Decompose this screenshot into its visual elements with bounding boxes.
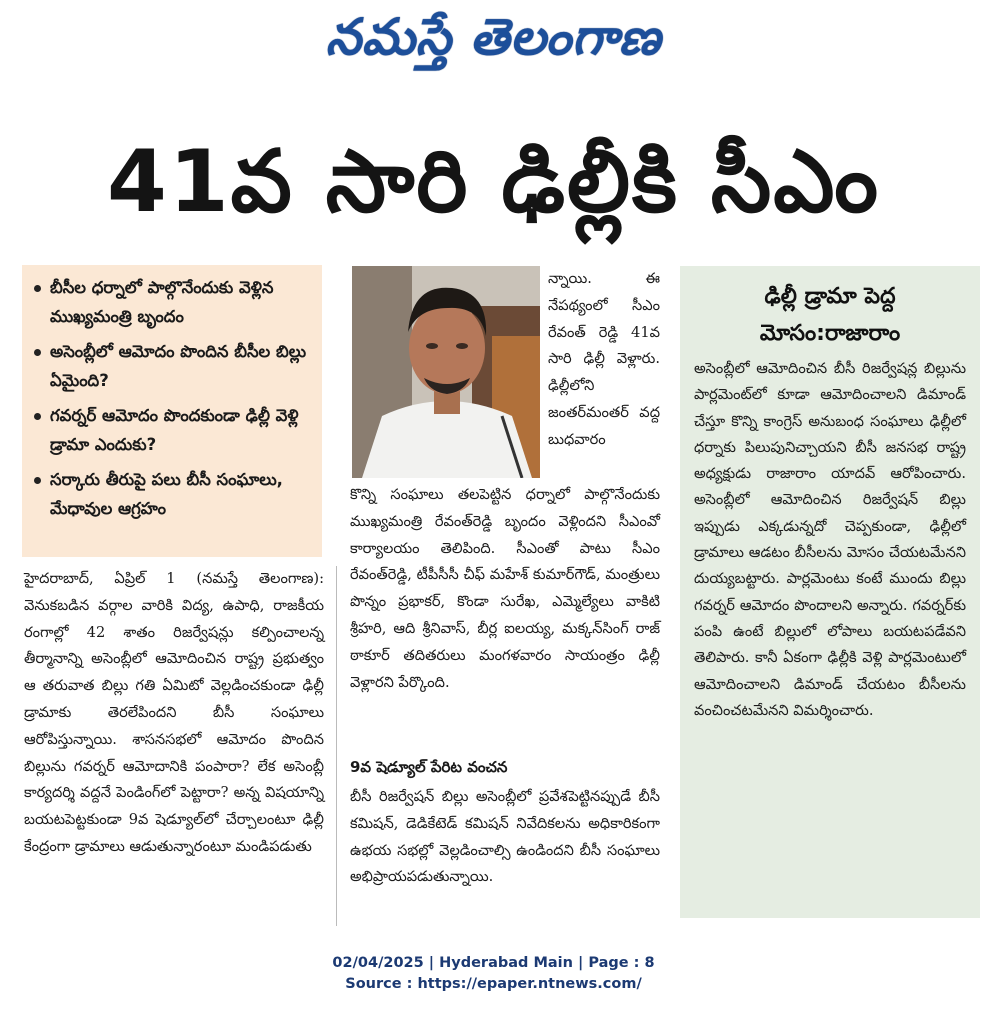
portrait-photo: [352, 266, 540, 478]
column-divider: [336, 566, 337, 926]
article-subheading: 9వ షెడ్యూల్ పేరిట వంచన: [350, 758, 508, 776]
highlight-item: గవర్నర్ ఆమోదం పొందకుండా ఢిల్లీ వెళ్లి డ్రామా ఎందుకు?: [32, 401, 314, 459]
article-column-2-bottom: కొన్ని సంఘాలు తలపెట్టిన ధర్నాలో పాల్గొనేందుకు ముఖ్యమంత్రి రేవంత్‌రెడ్డి బృందం వెళ్లిందని సీఎంవో కార్యాలయం తెలిపింది. సీఎంతో పాటు సీఎం రేవంత్‌రెడ్డి, టీపీసీసీ చీఫ్ మహేశ్ కుమార్‌గౌడ్, మంత్రులు పొన్నం ప్రభాకర్, కొండా సురేఖ, ఎమ్మెల్యేలు వాకిటి శ్రీహరి, ఆది శ్రీనివాస్, బీర్ల ఐలయ్య, మక్కన్‌సింగ్ రాజ్ ఠాకూర్ తదితరులు మంగళవారం సాయంత్రం ఢిల్లీ వెళ్లారని పేర్కొంది.: [350, 486, 660, 691]
sidebar-body: అసెంబ్లీలో ఆమోదించిన బీసీ రిజర్వేషన్ల బిల్లును పార్లమెంట్‌లో కూడా ఆమోదించాలని డిమాండ్ చేస్తూ కొన్ని కాంగ్రెస్ అనుబంధ సంఘాలు ఢిల్లీలో ధర్నాకు పిలుపునిచ్చాయని బీసీ జనసభ రాష్ట్ర అధ్యక్షుడు రాజారాం యాదవ్ ఆరోపించారు. అసెంబ్లీలో ఆమోదించిన రిజర్వేషన్ బిల్లు ఇప్పుడు ఎక్కడున్నదో చెప్పకుండా, ఢిల్లీలో డ్రామాలు ఆడటం బీసీలను మోసం చేయటమేనని దుయ్యబట్టారు. పార్లమెంటు కంటే ముందు బిల్లు గవర్నర్ ఆమోదం పొందాలని అన్నారు. గవర్నర్‌కు పంపి ఉంటే బిల్లులో లోపాలు బయటపడేవని తెలిపారు. కానీ ఏకంగా ఢిల్లీకి వెళ్లి పార్లమెంటులో ఆమోదించాలని డిమాండ్ చేయటం బీసీలను వంచించటమేనని విమర్శించారు.: [694, 360, 966, 719]
highlight-item: సర్కారు తీరుపై పలు బీసీ సంఘాలు, మేధావుల ఆగ్రహం: [32, 465, 314, 523]
footer-source-link[interactable]: Source : https://epaper.ntnews.com/: [345, 976, 642, 992]
footer-edition-info: 02/04/2025 | Hyderabad Main | Page : 8: [332, 955, 655, 971]
article-column-2-sub: బీసీ రిజర్వేషన్ బిల్లు అసెంబ్లీలో ప్రవేశపెట్టినప్పుడే బీసీ కమిషన్, డెడికేటెడ్ కమిషన్ నివేదికలను అధికారికంగా ఉభయ సభల్లో వెల్లడించాల్సి ఉండిందని బీసీ సంఘాలు అభిప్రాయపడుతున్నాయి.: [350, 788, 660, 886]
highlight-item: అసెంబ్లీలో ఆమోదం పొందిన బీసీల బిల్లు ఏమైంది?: [32, 337, 314, 395]
page-headline: 41వ సారి ఢిల్లీకి సీఎం: [107, 132, 880, 232]
article-column-1: హైదరాబాద్, ఏప్రిల్ 1 (నమస్తే తెలంగాణ): వెనుకబడిన వర్గాల వారికి విద్య, ఉపాధి, రాజకీయ రంగాల్లో 42 శాతం రిజర్వేషన్లు కల్పించాలన్న తీర్మానాన్ని అసెంబ్లీలో ఆమోదించిన రాష్ట్ర ప్రభుత్వం ఆ తరువాత బిల్లు గతి ఏమిటో వెల్లడించకుండా ఢిల్లీ డ్రామాకు తెరలేపిందని బీసీ సంఘాలు ఆరోపిస్తున్నాయి. శాసనసభలో ఆమోదం పొందిన బిల్లును గవర్నర్ ఆమోదానికి పంపారా? లేక అసెంబ్లీ కార్యదర్శి వద్దనే పెండింగ్‌లో పెట్టారా? అన్న విషయాన్ని బయటపెట్టకుండా 9వ షెడ్యూల్‌లో చేర్చాలంటూ ఢిల్లీ కేంద్రంగా డ్రామాలు ఆడుతున్నారంటూ మండిపడుతు: [24, 570, 324, 855]
sidebar-title: ఢిల్లీ డ్రామా పెద్ద మోసం:రాజారాం: [759, 284, 901, 346]
highlight-item: బీసీల ధర్నాలో పాల్గొనేందుకు వెళ్లిన ముఖ్యమంత్రి బృందం: [32, 273, 314, 331]
highlights-box: [22, 265, 322, 557]
article-column-2-top: న్నాయి. ఈ నేపథ్యంలో సీఎం రేవంత్ రెడ్డి 41వ సారి ఢిల్లీ వెళ్లారు. ఢిల్లీలోని జంతర్‌మంతర్ వద్ద బుధవారం: [548, 270, 660, 448]
portrait-image: [352, 266, 540, 478]
sidebar-box: [680, 266, 980, 918]
masthead-logo: నమస్తే తెలంగాణ: [325, 7, 662, 66]
